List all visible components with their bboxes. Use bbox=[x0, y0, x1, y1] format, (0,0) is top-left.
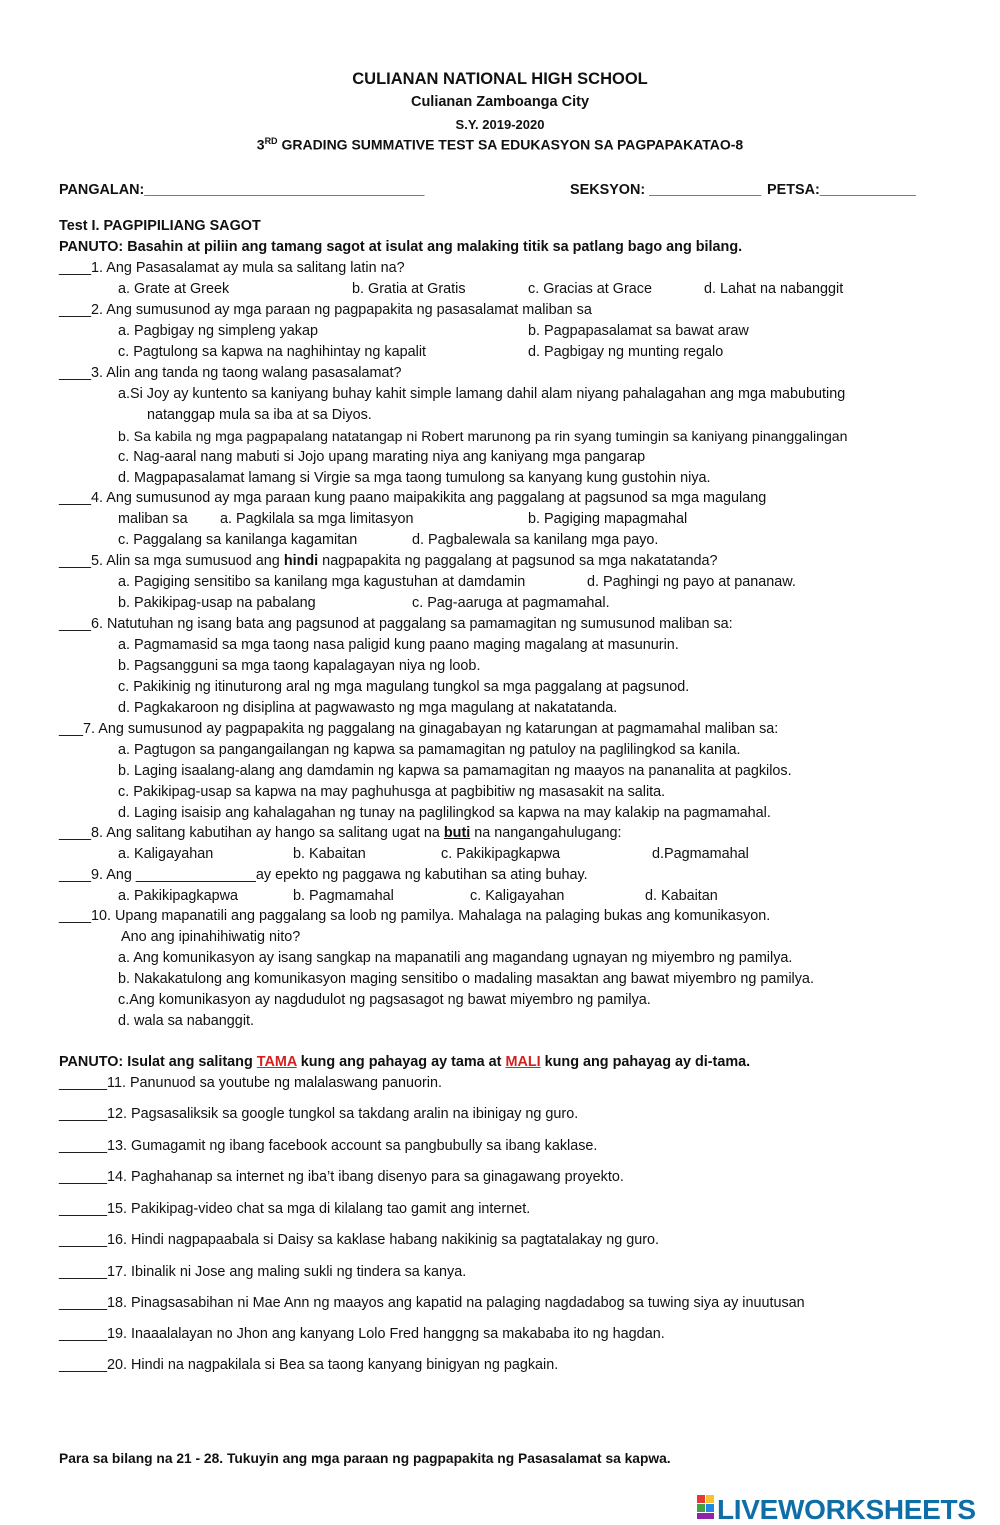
q9-choice-d: d. Kabaitan bbox=[645, 888, 718, 904]
q3-choice-d: d. Magpapasalamat lamang si Virgie sa mga taong tumulong sa kanyang kung gustohin niya. bbox=[118, 470, 711, 486]
q2-choice-d: d. Pagbigay ng munting regalo bbox=[528, 344, 724, 360]
q2-choice-c: c. Pagtulong sa kapwa na naghihintay ng kapalit bbox=[118, 344, 427, 360]
q10-choice-d: d. wala sa nabanggit. bbox=[118, 1013, 255, 1029]
question-7: ___7. Ang sumusunod ay pagpapakita ng paggalang na ginagabayan ng katarungan at pagmamahal maliban sa: bbox=[59, 721, 779, 737]
grading-number: 3 bbox=[256, 136, 265, 153]
school-name: CULIANAN NATIONAL HIGH SCHOOL bbox=[352, 70, 648, 88]
tf-item-17: ______17. Ibinalik ni Jose ang maling sukli ng tindera sa kanya. bbox=[59, 1264, 467, 1280]
q8-choice-a: a. Kaligayahan bbox=[118, 846, 214, 862]
part2-instr-pre: PANUTO: Isulat ang salitang bbox=[59, 1054, 257, 1070]
part2-instr-mid: kung ang pahayag ay tama at bbox=[296, 1054, 506, 1070]
question-8 bbox=[59, 824, 621, 842]
tf-item-20: ______20. Hindi na nagpakilala si Bea sa taong kanyang binigyan ng pagkain. bbox=[59, 1357, 559, 1373]
svg-text:LIVEWORKSHEETS: LIVEWORKSHEETS bbox=[717, 1494, 976, 1522]
question-6: ____6. Natutuhan ng isang bata ang pagsunod at paggalang sa pamamagitan ng sumusunod maliban sa: bbox=[59, 616, 733, 632]
liveworksheets-logo bbox=[697, 1492, 995, 1522]
tf-item-14: ______14. Paghahanap sa internet ng iba’t ibang disenyo para sa ginagawang proyekto. bbox=[59, 1169, 624, 1185]
q4-choice-c: c. Paggalang sa kanilanga kagamitan bbox=[118, 532, 358, 548]
q5-choice-c: c. Pag-aaruga at pagmamahal. bbox=[412, 595, 610, 611]
q7-choice-c: c. Pakikipag-usap sa kapwa na may paghuhusga at pagbibitiw ng masasakit na salita. bbox=[118, 784, 666, 800]
mali-word: MALI bbox=[505, 1054, 541, 1070]
question-2: ____2. Ang sumusunod ay mga paraan ng pagpapakita ng pasasalamat maliban sa bbox=[59, 302, 592, 318]
tf-item-15: ______15. Pakikipag-video chat sa mga di kilalang tao gamit ang internet. bbox=[59, 1201, 531, 1217]
question-5 bbox=[59, 552, 717, 570]
q8-choice-d: d.Pagmamahal bbox=[652, 846, 749, 862]
q3-choice-a-cont: natanggap mula sa iba at sa Diyos. bbox=[147, 407, 372, 423]
q8-choice-b: b. Kabaitan bbox=[293, 846, 366, 862]
part2-instr-post: kung ang pahayag ay di-tama. bbox=[540, 1054, 751, 1070]
tf-item-18: ______18. Pinagsasabihan ni Mae Ann ng maayos ang kapatid na palaging nagdadabog sa tuwing siya ay inuutusan bbox=[59, 1295, 805, 1311]
tf-item-19: ______19. Inaaalalayan no Jhon ang kanyang Lolo Fred hanggng sa makababa ito ng hagdan. bbox=[59, 1326, 665, 1342]
q10-choice-c: c.Ang komunikasyon ay nagdudulot ng pagsasagot ng bawat miyembro ng pamilya. bbox=[118, 992, 651, 1008]
q3-choice-b: b. Sa kabila ng mga pagpapalang natatangap ni Robert marunong pa rin syang tumingin sa kaniyang pinanggalingan bbox=[118, 428, 848, 444]
q6-choice-a: a. Pagmamasid sa mga taong nasa paligid kung paano maging magalang at masunurin. bbox=[118, 637, 679, 653]
q4-choice-d: d. Pagbalewala sa kanilang mga payo. bbox=[412, 532, 659, 548]
part3-instruction: Para sa bilang na 21 - 28. Tukuyin ang mga paraan ng pagpapakita ng Pasasalamat sa kapwa. bbox=[59, 1451, 671, 1466]
school-location: Culianan Zamboanga City bbox=[410, 94, 590, 110]
part2-instruction bbox=[59, 1053, 750, 1071]
q10-choice-a: a. Ang komunikasyon ay isang sangkap na mapanatili ang magandang ugnayan ng miyembro ng pamilya. bbox=[118, 950, 793, 966]
q7-choice-a: a. Pagtugon sa pangangailangan ng kapwa sa pamamagitan ng patuloy na paglilingkod sa kanila. bbox=[118, 742, 741, 758]
date-field[interactable]: PETSA:____________ bbox=[767, 182, 916, 198]
q8-text-pre: ____8. Ang salitang kabutihan ay hango sa salitang ugat na bbox=[59, 825, 444, 841]
tf-item-12: ______12. Pagsasaliksik sa google tungkol sa takdang aralin na ibinigay ng guro. bbox=[59, 1106, 579, 1122]
q6-choice-c: c. Pakikinig ng itinuturong aral ng mga magulang tungkol sa mga paggalang at pagsunod. bbox=[118, 679, 690, 695]
q4-choice-b: b. Pagiging mapagmahal bbox=[528, 511, 688, 527]
q5-text-post: nagpapakita ng paggalang at pagsunod sa mga nakatatanda? bbox=[318, 553, 718, 569]
q4-maliban: maliban sa bbox=[118, 511, 188, 527]
part1-instruction: PANUTO: Basahin at piliin ang tamang sagot at isulat ang malaking titik sa patlang bago ang bilang. bbox=[59, 239, 743, 255]
tf-item-13: ______13. Gumagamit ng ibang facebook account sa pangbubully sa ibang kaklase. bbox=[59, 1138, 598, 1154]
section-field[interactable]: SEKSYON: ______________ bbox=[570, 182, 762, 198]
q1-choice-d: d. Lahat na nabanggit bbox=[704, 281, 844, 297]
q2-choice-b: b. Pagpapasalamat sa bawat araw bbox=[528, 323, 749, 339]
q4-choice-a: a. Pagkilala sa mga limitasyon bbox=[220, 511, 414, 527]
question-1: ____1. Ang Pasasalamat ay mula sa salitang latin na? bbox=[59, 260, 405, 276]
tf-item-16: ______16. Hindi nagpapaabala si Daisy sa kaklase habang nakikinig sa pagtatalakay ng guro. bbox=[59, 1232, 660, 1248]
q6-choice-d: d. Pagkakaroon ng disiplina at pagwawasto ng mga magulang at nakatatanda. bbox=[118, 700, 618, 716]
q1-choice-b: b. Gratia at Gratis bbox=[352, 281, 466, 297]
q3-choice-c: c. Nag-aaral nang mabuti si Jojo upang marating niya ang kaniyang mga pangarap bbox=[118, 449, 646, 465]
q7-choice-d: d. Laging isaisip ang kahalagahan ng tunay na paglilingkod sa kapwa na may kalakip na pagmamahal. bbox=[118, 805, 771, 821]
logo-mark-icon bbox=[697, 1495, 714, 1519]
question-10: ____10. Upang mapanatili ang paggalang sa loob ng pamilya. Mahalaga na palaging bukas ang komunikasyon. bbox=[59, 908, 771, 924]
question-3: ____3. Alin ang tanda ng taong walang pasasalamat? bbox=[59, 365, 402, 381]
tf-item-11: ______11. Panunuod sa youtube ng malalaswang panuorin. bbox=[59, 1075, 442, 1091]
grading-superscript: RD bbox=[264, 136, 278, 146]
q1-choice-c: c. Gracias at Grace bbox=[528, 281, 652, 297]
school-year: S.Y. 2019-2020 bbox=[455, 117, 545, 132]
test-title bbox=[0, 136, 1000, 153]
tama-word: TAMA bbox=[256, 1054, 297, 1070]
q5-choice-a: a. Pagiging sensitibo sa kanilang mga kagustuhan at damdamin bbox=[118, 574, 526, 590]
q5-choice-d: d. Paghingi ng payo at pananaw. bbox=[587, 574, 796, 590]
q7-choice-b: b. Laging isaalang-alang ang damdamin ng kapwa sa pamamagitan ng maayos na pananalita at pagkilos. bbox=[118, 763, 792, 779]
q5-text-pre: ____5. Alin sa mga sumusuod ang bbox=[59, 553, 284, 569]
q8-root-word: buti bbox=[443, 825, 471, 841]
q9-choice-c: c. Kaligayahan bbox=[470, 888, 565, 904]
q3-choice-a: a.Si Joy ay kuntento sa kaniyang buhay kahit simple lamang dahil alam niyang pahalagahan ang mga mabubuting bbox=[118, 386, 846, 402]
q1-choice-a: a. Grate at Greek bbox=[118, 281, 230, 297]
question-4: ____4. Ang sumusunod ay mga paraan kung paano maipakikita ang paggalang at pagsunod sa mga magulang bbox=[59, 490, 767, 506]
q6-choice-b: b. Pagsangguni sa mga taong kapalagayan niya ng loob. bbox=[118, 658, 481, 674]
q2-choice-a: a. Pagbigay ng simpleng yakap bbox=[118, 323, 319, 339]
q10-choice-b: b. Nakakatulong ang komunikasyon maging sensitibo o madaling masaktan ang bawat miyembro ng pamilya. bbox=[118, 971, 814, 987]
q8-choice-c: c. Pakikipagkapwa bbox=[441, 846, 561, 862]
q9-choice-b: b. Pagmamahal bbox=[293, 888, 394, 904]
test-title-text: GRADING SUMMATIVE TEST SA EDUKASYON SA PAGPAPAKATAO-8 bbox=[281, 136, 744, 153]
q8-text-post: na nangangahulugang: bbox=[470, 825, 622, 841]
q5-emphasis: hindi bbox=[283, 553, 319, 569]
question-9: ____9. Ang _______________ay epekto ng paggawa ng kabutihan sa ating buhay. bbox=[59, 867, 588, 883]
q5-choice-b: b. Pakikipag-usap na pabalang bbox=[118, 595, 316, 611]
name-field[interactable]: PANGALAN:___________________________________ bbox=[59, 182, 425, 198]
q9-choice-a: a. Pakikipagkapwa bbox=[118, 888, 238, 904]
part1-title: Test I. PAGPIPILIANG SAGOT bbox=[59, 218, 261, 234]
question-10-cont: Ano ang ipinahihiwatig nito? bbox=[121, 929, 301, 945]
